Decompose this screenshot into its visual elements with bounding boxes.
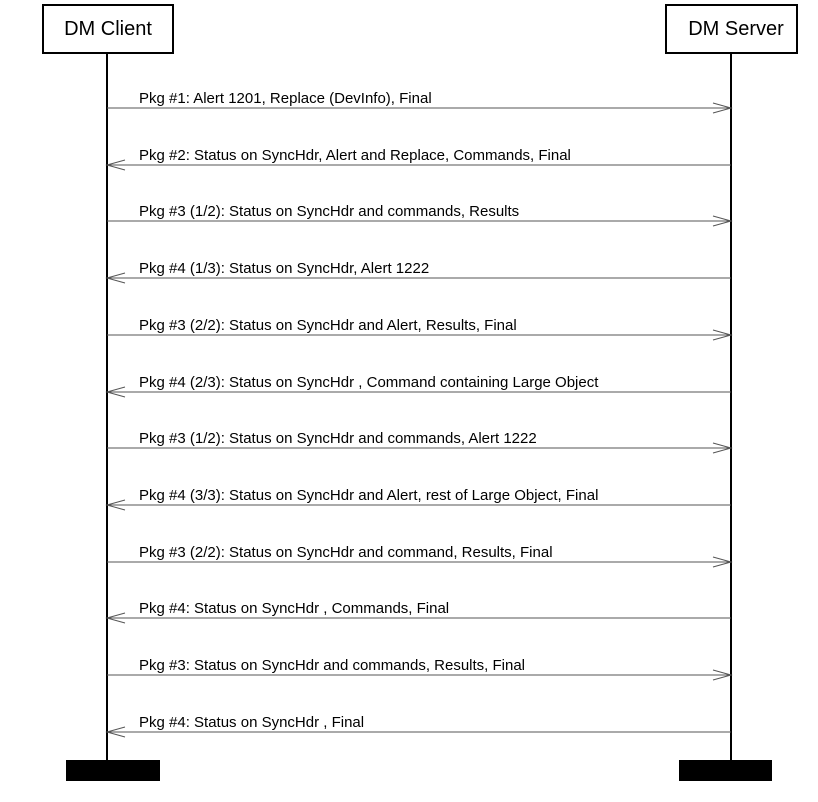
message-12 (107, 714, 731, 737)
message-label: Pkg #2: Status on SyncHdr, Alert and Replace, Commands, Final (139, 147, 571, 164)
message-6 (107, 374, 731, 397)
actor-dm-client-label: DM Client (64, 18, 152, 40)
message-label: Pkg #3 (2/2): Status on SyncHdr and Alert, Results, Final (139, 317, 517, 334)
end-bar-dm-server (679, 760, 772, 781)
actor-dm-server-label: DM Server (688, 18, 784, 40)
actor-dm-server (666, 5, 797, 53)
message-2 (107, 147, 731, 170)
message-8 (107, 487, 731, 510)
message-5 (107, 317, 731, 340)
message-1 (107, 90, 731, 113)
message-9 (107, 544, 731, 567)
message-label: Pkg #4: Status on SyncHdr , Final (139, 714, 365, 731)
message-label: Pkg #3: Status on SyncHdr and commands, Results, Final (139, 657, 526, 674)
message-10 (107, 600, 731, 623)
message-label: Pkg #1: Alert 1201, Replace (DevInfo), Final (139, 90, 432, 107)
end-bar-dm-client (66, 760, 160, 781)
message-label: Pkg #4 (1/3): Status on SyncHdr, Alert 1222 (139, 260, 430, 277)
message-label: Pkg #3 (1/2): Status on SyncHdr and commands, Results (139, 203, 520, 220)
message-label: Pkg #4 (2/3): Status on SyncHdr , Command containing Large Object (139, 374, 599, 391)
messages (107, 90, 731, 737)
message-label: Pkg #4: Status on SyncHdr , Commands, Final (139, 600, 450, 617)
message-label: Pkg #3 (1/2): Status on SyncHdr and commands, Alert 1222 (139, 430, 537, 447)
message-7 (107, 430, 731, 453)
message-11 (107, 657, 731, 680)
message-label: Pkg #4 (3/3): Status on SyncHdr and Alert, rest of Large Object, Final (139, 487, 599, 504)
message-label: Pkg #3 (2/2): Status on SyncHdr and command, Results, Final (139, 544, 553, 561)
actor-dm-client (43, 5, 173, 53)
message-3 (107, 203, 731, 226)
message-4 (107, 260, 731, 283)
